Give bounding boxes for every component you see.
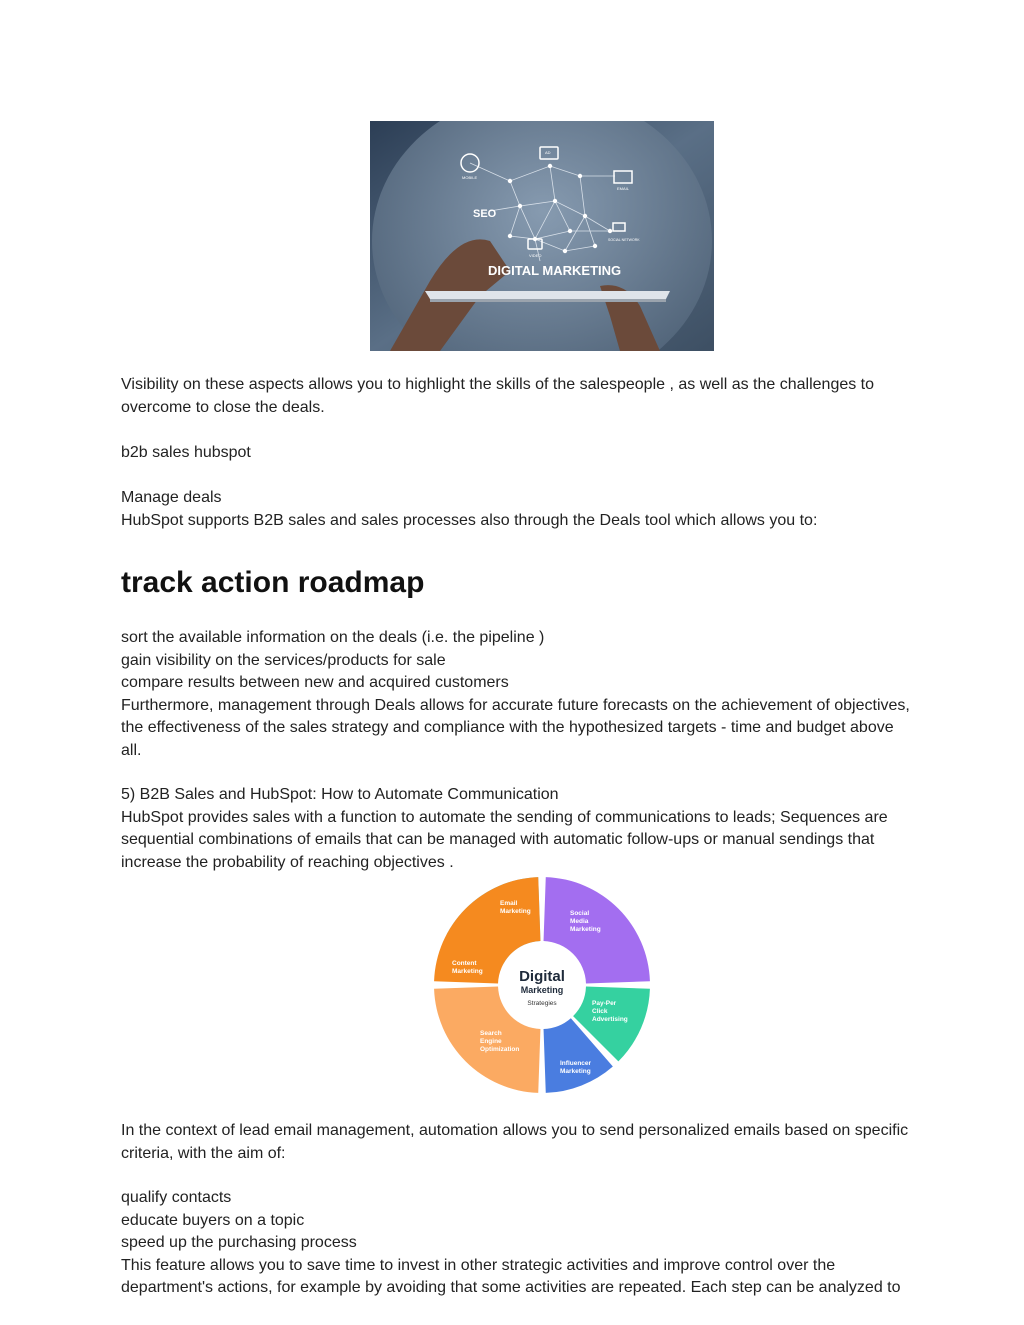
hero-image (370, 121, 714, 351)
email-label: EMAIL (617, 186, 630, 191)
text-line: In the context of lead email management, automation allows you to send personalized emails based on specific (121, 1122, 909, 1139)
text-line: the effectiveness of the sales strategy and compliance with the hypothesized targets - time and budget above (121, 719, 894, 736)
text-line: speed up the purchasing process (121, 1234, 357, 1251)
paragraph-manage-deals (121, 487, 971, 532)
text-line: Manage deals (121, 489, 222, 506)
paragraph-deals-list (121, 627, 971, 762)
wheel-segment-label: Pay-Per Click Advertising (592, 1000, 628, 1023)
paragraph-visibility (121, 374, 971, 419)
text-line: sort the available information on the deals (i.e. the pipeline ) (121, 629, 545, 646)
text-line: Visibility on these aspects allows you to highlight the skills of the salespeople , as well as the challenges to (121, 376, 875, 393)
text-line: gain visibility on the services/products for sale (121, 651, 446, 669)
wheel-center-subtitle: Marketing (520, 985, 564, 995)
section-heading: track action roadmap (121, 566, 425, 599)
text-line: educate buyers on a topic (121, 1211, 305, 1229)
text-line: sequential combinations of emails that can be managed with automatic follow-ups or manual sendings that (121, 831, 875, 848)
strategies-wheel-image (430, 875, 654, 1095)
text-line: Furthermore, management through Deals allows for accurate future forecasts on the achievement of objectives, (121, 696, 910, 714)
wheel-center-title: Digital (519, 968, 565, 985)
digital-marketing-illustration (370, 121, 714, 351)
hero-caption: DIGITAL MARKETING (488, 263, 622, 278)
paragraph-email-context (121, 1120, 971, 1165)
video-label: VIDEO (529, 253, 542, 258)
text-line: department's actions, for example by avoiding that some activities are repeated. Each step can be analyzed to (121, 1279, 901, 1296)
paragraph-b2b (121, 442, 971, 465)
text-line: increase the probability of reaching objectives . (121, 853, 454, 871)
text-line: This feature allows you to save time to invest in other strategic activities and improve control over the (121, 1256, 836, 1274)
wheel-segment-label: Influencer Marketing (560, 1060, 592, 1075)
text-line: all. (121, 741, 142, 759)
wheel-segment-label: Email Marketing (500, 900, 531, 915)
ad-label: AD (545, 150, 551, 155)
text-line: qualify contacts (121, 1189, 232, 1206)
seo-label: SEO (473, 208, 497, 220)
text-line: compare results between new and acquired customers (121, 674, 509, 691)
wheel-segment-label: Content Marketing (452, 960, 483, 975)
text-line: HubSpot provides sales with a function to automate the sending of communications to leads; Sequences are (121, 808, 888, 826)
social-network-label: SOCIAL NETWORK (608, 238, 640, 242)
wheel-segment-label: Search Engine Optimization (480, 1030, 520, 1053)
paragraph-aims (121, 1187, 971, 1300)
mobile-label: MOBILE (462, 175, 478, 180)
text-line: overcome to close the deals. (121, 398, 325, 416)
strategies-wheel (430, 875, 654, 1095)
text-line: b2b sales hubspot (121, 444, 251, 461)
paragraph-automate (121, 784, 971, 874)
wheel-segment-label: Social Media Marketing (570, 910, 601, 933)
text-line: 5) B2B Sales and HubSpot: How to Automate Communication (121, 786, 559, 803)
wheel-center-small: Strategies (527, 1000, 557, 1007)
text-line: HubSpot supports B2B sales and sales processes also through the Deals tool which allows you to: (121, 511, 818, 529)
text-line: criteria, with the aim of: (121, 1144, 286, 1162)
